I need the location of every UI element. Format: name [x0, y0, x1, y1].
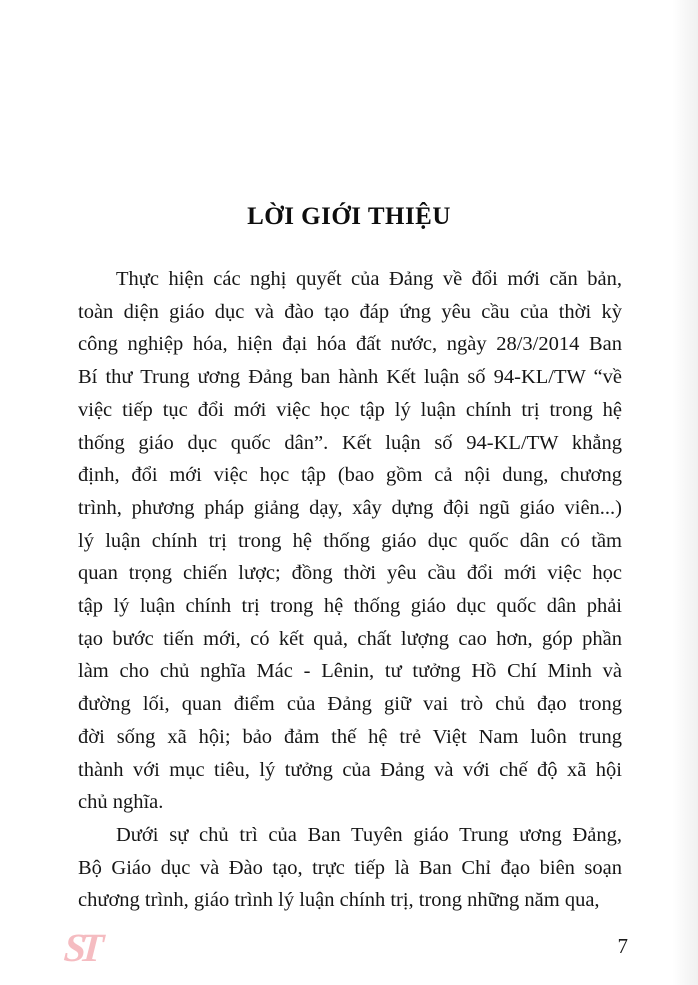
- text-line: Bí thư Trung ương Đảng ban hành Kết luận số 94-KL/TW “về: [78, 366, 622, 389]
- text-line: tập lý luận chính trị trong hệ thống giáo dục quốc dân phải: [78, 595, 622, 618]
- paragraph: [78, 263, 622, 819]
- text-line: lý luận chính trị trong hệ thống giáo dục quốc dân có tầm: [78, 529, 622, 552]
- text-line: công nghiệp hóa, hiện đại hóa đất nước, ngày 28/3/2014 Ban: [78, 333, 622, 356]
- text-line: thống giáo dục quốc dân”. Kết luận số 94-KL/TW khẳng: [78, 431, 622, 454]
- text-line: Dưới sự chủ trì của Ban Tuyên giáo Trung ương Đảng,: [116, 823, 622, 846]
- text-line: Thực hiện các nghị quyết của Đảng về đổi mới căn bản,: [116, 268, 622, 290]
- text-line: Bộ Giáo dục và Đào tạo, trực tiếp là Ban Chỉ đạo biên soạn: [78, 856, 622, 879]
- text-line: trình, phương pháp giảng dạy, xây dựng đội ngũ giáo viên...): [78, 496, 622, 519]
- text-line: đời sống xã hội; bảo đảm thế hệ trẻ Việt Nam luôn trung: [78, 725, 622, 748]
- page-title: LỜI GIỚI THIỆU: [247, 202, 451, 230]
- text-line: định, đổi mới việc học tập (bao gồm cả nội dung, chương: [78, 464, 622, 487]
- text-line: quan trọng chiến lược; đồng thời yêu cầu đổi mới việc học: [78, 562, 622, 585]
- text-line: tạo bước tiến mới, có kết quả, chất lượng cao hơn, góp phần: [78, 627, 622, 650]
- text-line: chương trình, giáo trình lý luận chính trị, trong những năm qua,: [78, 889, 600, 912]
- body-text: [78, 263, 622, 917]
- text-line: chủ nghĩa.: [78, 791, 164, 814]
- text-line: thành với mục tiêu, lý tưởng của Đảng và với chế độ xã hội: [78, 758, 622, 781]
- page-edge-shading: [672, 0, 698, 985]
- text-line: làm cho chủ nghĩa Mác - Lênin, tư tưởng Hồ Chí Minh và: [78, 660, 622, 683]
- text-line: đường lối, quan điểm của Đảng giữ vai trò chủ đạo trong: [78, 693, 622, 716]
- publisher-logo-st: ST: [62, 925, 99, 970]
- text-line: toàn diện giáo dục và đào tạo đáp ứng yêu cầu của thời kỳ: [78, 300, 622, 323]
- page-number: 7: [617, 934, 628, 958]
- paragraph: [78, 819, 622, 917]
- text-line: việc tiếp tục đổi mới việc học tập lý luận chính trị trong hệ: [78, 398, 622, 421]
